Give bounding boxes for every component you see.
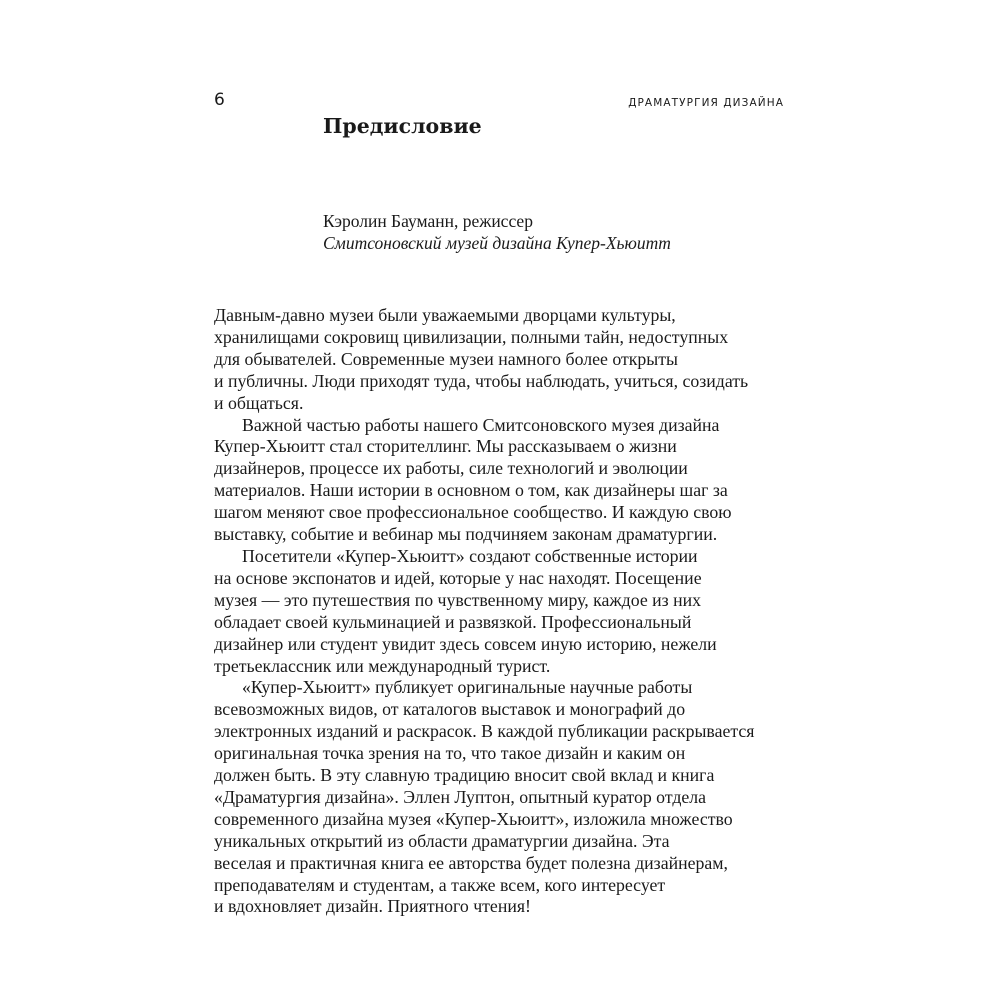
text-line: для обывателей. Современные музеи намного более открыты bbox=[214, 348, 678, 369]
text-line: «Драматургия дизайна». Эллен Луптон, опытный куратор отдела bbox=[214, 786, 707, 807]
text-line: хранилищами сокровищ цивилизации, полными тайн, недоступных bbox=[214, 326, 729, 347]
text-line: и вдохновляет дизайн. Приятного чтения! bbox=[214, 896, 531, 917]
text-line: преподавателям и студентам, а также всем, кого интересует bbox=[214, 874, 666, 895]
text-line: и публичны. Люди приходят туда, чтобы наблюдать, учиться, созидать bbox=[214, 370, 749, 391]
paragraph bbox=[214, 677, 794, 918]
paragraph bbox=[214, 546, 794, 677]
running-head: ДРАМАТУРГИЯ ДИЗАЙНА bbox=[628, 97, 784, 109]
text-line: на основе экспонатов и идей, которые у нас находят. Посещение bbox=[214, 567, 702, 588]
text-line: всевозможных видов, от каталогов выставок и монографий до bbox=[214, 699, 686, 720]
text-line: оригинальная точка зрения на то, что такое дизайн и каким он bbox=[214, 743, 686, 764]
text-line: должен быть. В эту славную традицию вносит свой вклад и книга bbox=[214, 765, 715, 786]
text-line: дизайнеров, процессе их работы, силе технологий и эволюции bbox=[214, 458, 688, 479]
text-line: «Купер-Хьюитт» публикует оригинальные научные работы bbox=[242, 677, 693, 698]
author-block bbox=[323, 210, 671, 254]
author-affiliation: Смитсоновский музей дизайна Купер-Хьюитт bbox=[323, 233, 671, 253]
text-line: электронных изданий и раскрасок. В каждой публикации раскрывается bbox=[214, 721, 755, 742]
text-line: Важной частью работы нашего Смитсоновского музея дизайна bbox=[242, 414, 720, 435]
text-line: современного дизайна музея «Купер-Хьюитт», изложила множество bbox=[214, 808, 733, 829]
page-number: 6 bbox=[214, 90, 225, 110]
text-line: и общаться. bbox=[214, 392, 304, 413]
chapter-title: Предисловие bbox=[323, 114, 482, 138]
paragraph bbox=[214, 305, 794, 415]
text-line: выставку, событие и вебинар мы подчиняем законам драматургии. bbox=[214, 524, 718, 545]
author-name-role: Кэролин Бауманн, режиссер bbox=[323, 211, 533, 231]
text-line: шагом меняют свое профессиональное сообщество. И каждую свою bbox=[214, 502, 732, 523]
text-line: Купер-Хьюитт стал сторителлинг. Мы рассказываем о жизни bbox=[214, 436, 677, 457]
text-line: обладает своей кульминацией и развязкой. Профессиональный bbox=[214, 611, 692, 632]
body-text bbox=[214, 305, 794, 918]
text-line: Посетители «Купер-Хьюитт» создают собственные истории bbox=[242, 545, 698, 566]
text-line: Давным-давно музеи были уважаемыми дворцами культуры, bbox=[214, 305, 676, 325]
text-line: уникальных открытий из области драматургии дизайна. Эта bbox=[214, 830, 670, 851]
text-line: веселая и практичная книга ее авторства будет полезна дизайнерам, bbox=[214, 852, 729, 873]
text-line: дизайнер или студент увидит здесь совсем иную историю, нежели bbox=[214, 633, 717, 654]
text-line: третьеклассник или международный турист. bbox=[214, 655, 551, 676]
paragraph bbox=[214, 415, 794, 546]
text-line: материалов. Наши истории в основном о том, как дизайнеры шаг за bbox=[214, 480, 728, 501]
text-line: музея — это путешествия по чувственному миру, каждое из них bbox=[214, 589, 702, 610]
